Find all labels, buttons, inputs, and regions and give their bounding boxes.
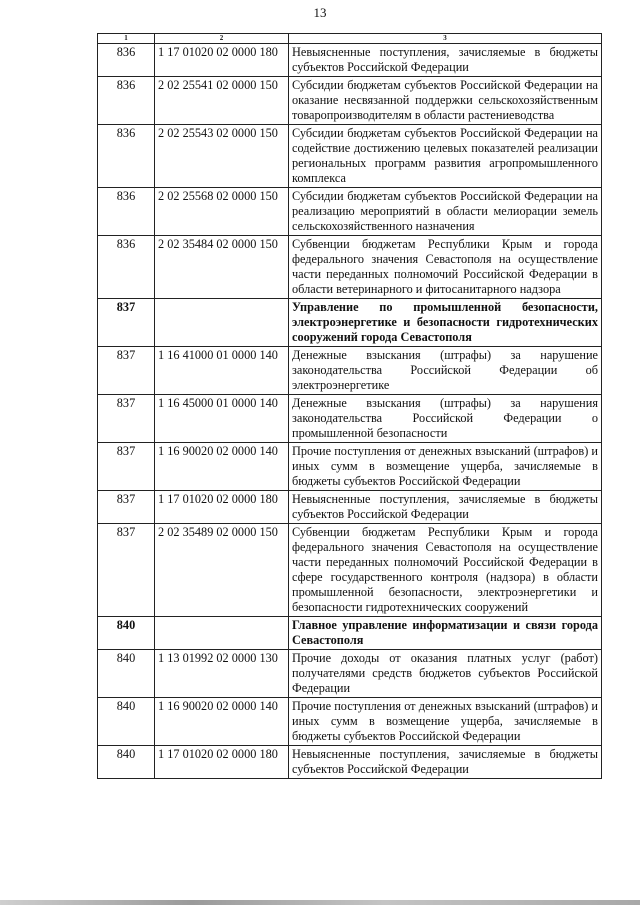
table-row (98, 650, 602, 698)
kbk-code-cell: 1 17 01020 02 0000 180 (155, 491, 289, 524)
revenue-name-cell: Субсидии бюджетам субъектов Российской Федерации на оказание несвязанной поддержки сельскохозяйственным товаропроизводителям в области растениеводства (289, 77, 602, 125)
kbk-code-cell: 2 02 25543 02 0000 150 (155, 125, 289, 188)
revenue-name-cell: Денежные взыскания (штрафы) за нарушение законодательства Российской Федерации об электроэнергетике (289, 347, 602, 395)
column-header-3: 3 (289, 34, 602, 44)
table-row (98, 491, 602, 524)
column-header-2: 2 (155, 34, 289, 44)
kbk-code-cell: 1 16 45000 01 0000 140 (155, 395, 289, 443)
kbk-code-cell: 2 02 35484 02 0000 150 (155, 236, 289, 299)
admin-code-cell: 840 (98, 650, 155, 698)
column-header-1: 1 (98, 34, 155, 44)
revenue-name-cell: Прочие поступления от денежных взысканий (штрафов) и иных сумм в возмещение ущерба, зачисляемые в бюджеты субъектов Российской Федерации (289, 698, 602, 746)
revenue-name-cell: Невыясненные поступления, зачисляемые в бюджеты субъектов Российской Федерации (289, 44, 602, 77)
admin-code-cell: 836 (98, 77, 155, 125)
admin-code-cell: 840 (98, 746, 155, 779)
revenue-name-cell: Субвенции бюджетам Республики Крым и города федерального значения Севастополя на осуществление части переданных полномочий Российской Федерации в области ветеринарного и фитосанитарного надзора (289, 236, 602, 299)
table-row (98, 44, 602, 77)
admin-code-cell: 837 (98, 395, 155, 443)
admin-code-cell: 837 (98, 443, 155, 491)
kbk-code-cell: 2 02 25541 02 0000 150 (155, 77, 289, 125)
kbk-code-cell: 1 16 90020 02 0000 140 (155, 443, 289, 491)
revenue-name-cell: Субвенции бюджетам Республики Крым и города федерального значения Севастополя на осуществление части переданных полномочий Российской Федерации в сфере государственного контроля (надзора) в области промышленной безопасности, электроэнергетики и безопасности гидротехнических сооружений (289, 524, 602, 617)
admin-code-cell: 837 (98, 347, 155, 395)
table-row (98, 698, 602, 746)
kbk-code-cell (155, 617, 289, 650)
revenue-name-cell: Прочие поступления от денежных взысканий (штрафов) и иных сумм в возмещение ущерба, зачисляемые в бюджеты субъектов Российской Федерации (289, 443, 602, 491)
scan-edge-artifact (0, 900, 640, 905)
admin-code-cell: 840 (98, 617, 155, 650)
revenue-name-cell: Невыясненные поступления, зачисляемые в бюджеты субъектов Российской Федерации (289, 746, 602, 779)
table-section-row (98, 299, 602, 347)
table-row (98, 236, 602, 299)
revenue-name-cell: Управление по промышленной безопасности, электроэнергетике и безопасности гидротехнических сооружений города Севастополя (289, 299, 602, 347)
table-row (98, 443, 602, 491)
revenue-name-cell: Денежные взыскания (штрафы) за нарушения законодательства Российской Федерации о промышленной безопасности (289, 395, 602, 443)
admin-code-cell: 836 (98, 125, 155, 188)
revenue-name-cell: Субсидии бюджетам субъектов Российской Федерации на содействие достижению целевых показателей реализации региональных программ развития агропромышленного комплекса (289, 125, 602, 188)
budget-revenue-table (97, 33, 602, 779)
admin-code-cell: 836 (98, 236, 155, 299)
revenue-name-cell: Прочие доходы от оказания платных услуг (работ) получателями средств бюджетов субъектов Российской Федерации (289, 650, 602, 698)
table-row (98, 395, 602, 443)
kbk-code-cell: 1 17 01020 02 0000 180 (155, 44, 289, 77)
table-row (98, 77, 602, 125)
table-row (98, 125, 602, 188)
table-section-row (98, 617, 602, 650)
admin-code-cell: 837 (98, 524, 155, 617)
revenue-name-cell: Невыясненные поступления, зачисляемые в бюджеты субъектов Российской Федерации (289, 491, 602, 524)
table-row (98, 524, 602, 617)
revenue-name-cell: Главное управление информатизации и связи города Севастополя (289, 617, 602, 650)
kbk-code-cell: 2 02 25568 02 0000 150 (155, 188, 289, 236)
kbk-code-cell: 1 17 01020 02 0000 180 (155, 746, 289, 779)
table-row (98, 746, 602, 779)
kbk-code-cell (155, 299, 289, 347)
kbk-code-cell: 1 13 01992 02 0000 130 (155, 650, 289, 698)
admin-code-cell: 837 (98, 299, 155, 347)
kbk-code-cell: 1 16 90020 02 0000 140 (155, 698, 289, 746)
revenue-name-cell: Субсидии бюджетам субъектов Российской Федерации на реализацию мероприятий в области мелиорации земель сельскохозяйственного назначения (289, 188, 602, 236)
admin-code-cell: 836 (98, 188, 155, 236)
table-row (98, 188, 602, 236)
table-row (98, 347, 602, 395)
kbk-code-cell: 1 16 41000 01 0000 140 (155, 347, 289, 395)
admin-code-cell: 837 (98, 491, 155, 524)
header-row (98, 34, 602, 44)
admin-code-cell: 836 (98, 44, 155, 77)
admin-code-cell: 840 (98, 698, 155, 746)
page-number: 13 (313, 5, 327, 20)
kbk-code-cell: 2 02 35489 02 0000 150 (155, 524, 289, 617)
